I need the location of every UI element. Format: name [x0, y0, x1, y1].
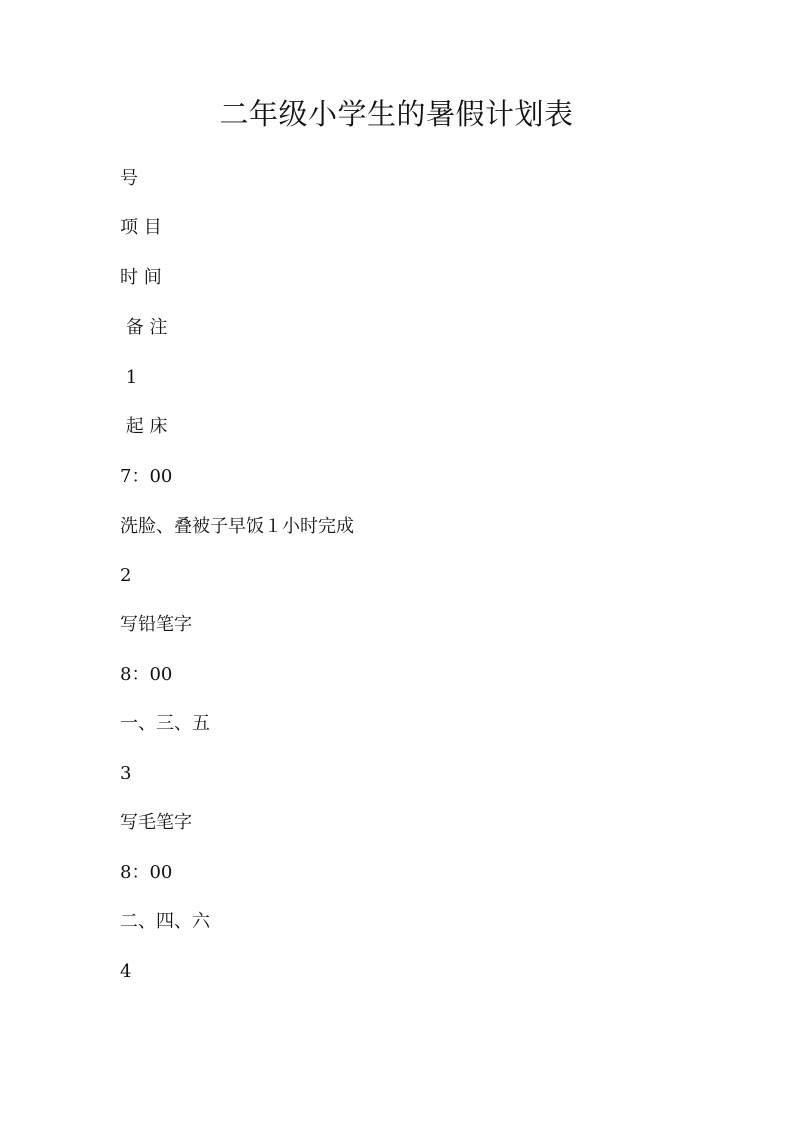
text-line-row4-number: 4 [120, 961, 132, 982]
text-line-row2-item: 写铅笔字 [120, 614, 192, 635]
text-line-number-header: 号 [120, 168, 138, 189]
text-line-row1-notes: 洗脸、叠被子早饭１小时完成 [120, 516, 354, 537]
text-line-item-header: 项 目 [120, 217, 162, 238]
text-line-row2-notes: 一、三、五 [120, 713, 210, 734]
text-line-row3-item: 写毛笔字 [120, 812, 192, 833]
text-line-row1-number: 1 [120, 367, 138, 388]
text-line-row1-time: 7：00 [120, 466, 173, 487]
text-line-time-header: 时 间 [120, 267, 162, 288]
text-line-row2-time: 8：00 [120, 664, 173, 685]
text-line-row1-item: 起 床 [120, 416, 168, 437]
text-line-row3-time: 8：00 [120, 862, 173, 883]
text-line-row2-number: 2 [120, 565, 132, 586]
text-line-row3-number: 3 [120, 763, 132, 784]
document-title: 二年级小学生的暑假计划表 [219, 97, 574, 131]
text-line-row3-notes: 二、四、六 [120, 911, 210, 932]
text-line-notes-header: 备 注 [120, 317, 168, 338]
